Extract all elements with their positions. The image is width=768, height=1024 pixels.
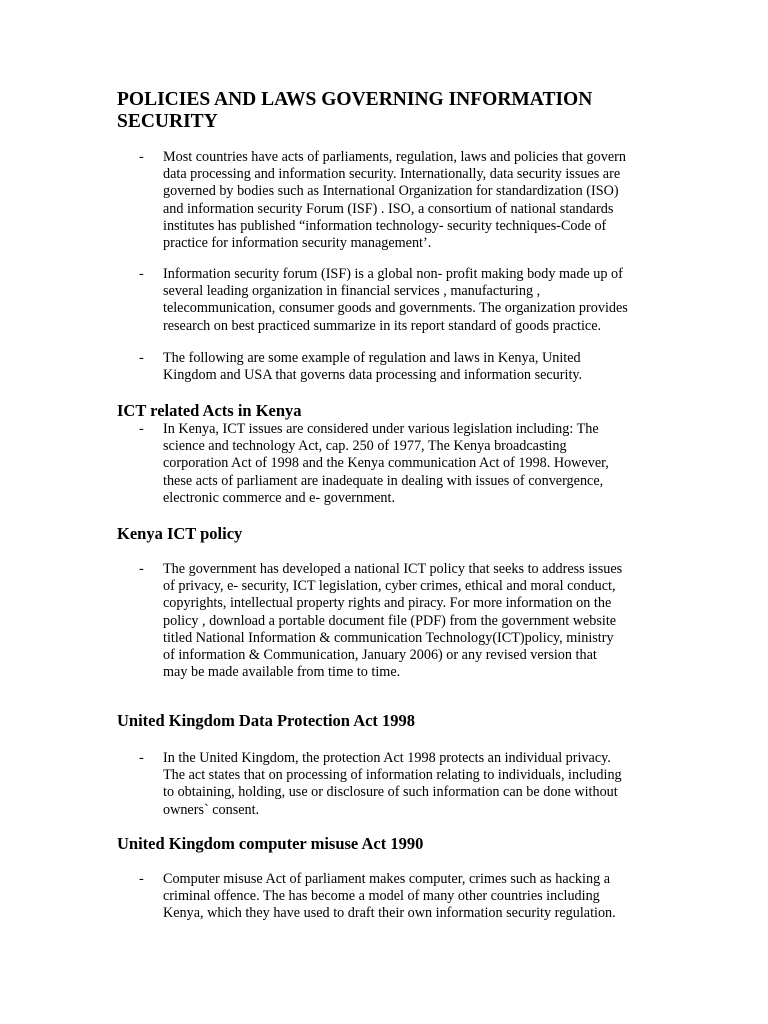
- section-heading-uk-data-protection-act: United Kingdom Data Protection Act 1998: [117, 711, 416, 730]
- intro-list-item: [139, 350, 679, 384]
- section-item-text: The government has developed a national ICT policy that seeks to address issues of privacy, e- security, ICT legislation, cyber crimes, ethical and moral conduct, copyrights, intellectual property rights and piracy. For more information on the policy , download a portable document file (PDF) from the government website titled National Information & communication Technology(ICT)policy, ministry of information & Communication, January 2006) or any revised version that may be made available from time to time.: [163, 561, 623, 681]
- section-list-item: [139, 561, 679, 681]
- section-heading-ict-acts-kenya: ICT related Acts in Kenya: [117, 401, 302, 420]
- section-list-item: [139, 871, 679, 923]
- bullet-dash: -: [139, 421, 144, 437]
- section-list-item: [139, 421, 679, 507]
- section-item-text: In Kenya, ICT issues are considered under various legislation including: The science and technology Act, cap. 250 of 1977, The Kenya broadcasting corporation Act of 1998 and the Kenya communication Act of 1998. However, these acts of parliament are inadequate in dealing with issues of convergence, electronic commerce and e- government.: [163, 421, 609, 506]
- section-item-text: Computer misuse Act of parliament makes computer, crimes such as hacking a criminal offence. The has become a model of many other countries including Kenya, which they have used to draft their own information security regulation.: [163, 871, 616, 922]
- bullet-dash: -: [139, 149, 144, 165]
- intro-list-item: [139, 266, 679, 335]
- section-list-item: [139, 750, 679, 819]
- bullet-dash: -: [139, 871, 144, 887]
- bullet-dash: -: [139, 266, 144, 282]
- document-title: POLICIES AND LAWS GOVERNING INFORMATION SECURITY: [117, 89, 593, 132]
- intro-item-text: The following are some example of regulation and laws in Kenya, United Kingdom and USA that governs data processing and information security.: [163, 350, 583, 384]
- intro-item-text: Information security forum (ISF) is a global non- profit making body made up of several leading organization in financial services , manufacturing , telecommunication, consumer goods and governments. The organization provides research on best practiced summarize in its report standard of goods practice.: [163, 266, 628, 334]
- section-heading-kenya-ict-policy: Kenya ICT policy: [117, 524, 243, 543]
- intro-item-text: Most countries have acts of parliaments, regulation, laws and policies that govern data processing and information security. Internationally, data security issues are governed by bodies such as International Organization for standardization (ISO) and information security Forum (ISF) . ISO, a consortium of national standards institutes has published “information technology- security techniques-Code of practice for information security management’.: [163, 149, 626, 252]
- section-item-text: In the United Kingdom, the protection Act 1998 protects an individual privacy. The act states that on processing of information relating to individuals, including to obtaining, holding, use or disclosure of such information can be done without owners` consent.: [163, 750, 622, 818]
- intro-list-item: [139, 149, 679, 252]
- section-heading-uk-computer-misuse-act: United Kingdom computer misuse Act 1990: [117, 834, 424, 853]
- bullet-dash: -: [139, 561, 144, 577]
- bullet-dash: -: [139, 350, 144, 366]
- bullet-dash: -: [139, 750, 144, 766]
